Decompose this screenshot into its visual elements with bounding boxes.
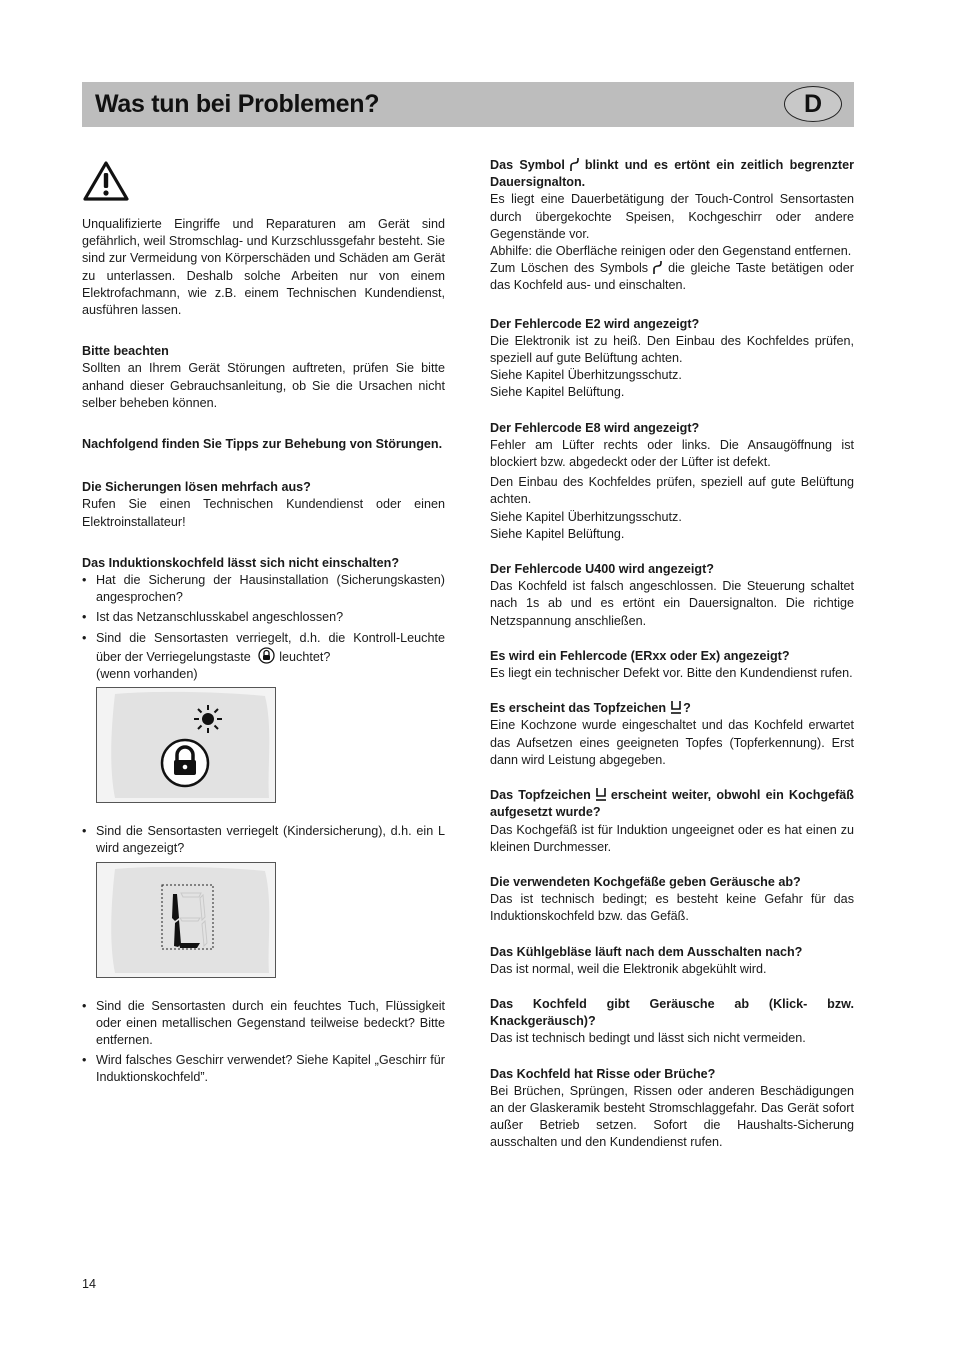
e2-text-3: Siehe Kapitel Belüftung. <box>490 385 625 400</box>
lock-indicator-illustration <box>96 687 276 803</box>
warning-section <box>82 216 445 319</box>
einschalten-list <box>82 572 445 683</box>
lock-icon <box>258 647 275 664</box>
symbol-text-3: Zum Löschen des Symbols die gleiche Taste betätigen oder das Kochfeld aus- und einschalten. <box>490 261 854 293</box>
klick-heading: Das Kochfeld gibt Geräusche ab (Klick- bzw. Knackgeräusch)? <box>490 996 854 1029</box>
geraeusch-text: Das ist technisch bedingt; es besteht keine Gefahr für das Induktionskochfeld bzw. das Gefäß. <box>490 892 854 924</box>
kuehl-heading: Das Kühlgebläse läuft nach dem Ausschalten nach? <box>490 944 803 959</box>
pot-symbol-icon <box>670 700 682 715</box>
page-title: Was tun bei Problemen? <box>95 90 380 118</box>
lock-button-icon <box>162 740 208 786</box>
list-item <box>82 630 445 684</box>
symbol-text-1: Es liegt eine Dauerbetätigung der Touch-Control Sensortasten durch übergekochte Speisen, Kochgeschirr oder andere Gegenstände vor. <box>490 192 854 241</box>
left-column <box>82 160 445 1105</box>
beachten-section <box>82 343 445 412</box>
sensor-symbol-icon <box>569 157 581 172</box>
pot-symbol-icon <box>595 787 607 802</box>
bullet3-text-c: (wenn vorhanden) <box>96 667 198 682</box>
list-item: • Ist das Netzanschlusskabel angeschlossen? <box>82 609 445 626</box>
child-lock-display-illustration <box>96 862 276 978</box>
einschalten-section <box>82 555 445 1087</box>
e8-text-1: Fehler am Lüfter rechts oder links. Die Ansaugöffnung ist blockiert bzw. abgedeckt oder der Lüfter ist defekt. <box>490 437 854 470</box>
sicherung-section <box>82 479 445 531</box>
warning-triangle-icon <box>82 160 130 202</box>
page-header <box>82 82 854 127</box>
klick-section <box>490 996 854 1048</box>
list-item: • Sind die Sensortasten durch ein feuchtes Tuch, Flüssigkeit oder einen metallischen Gegenstand teilweise bedeckt? Bitte entfernen. <box>82 998 445 1050</box>
beachten-text: Sollten an Ihrem Gerät Störungen auftreten, prüfen Sie bitte anhand dieser Gebrauchsanleitung, ob Sie die Ursachen nicht selber beheben können. <box>82 361 445 410</box>
einschalten-heading: Das Induktionskochfeld lässt sich nicht einschalten? <box>82 555 400 570</box>
right-column <box>490 157 854 1170</box>
e8-text-3: Siehe Kapitel Überhitzungsschutz. <box>490 509 682 524</box>
sensor-symbol-icon <box>652 260 664 275</box>
einschalten-list-2 <box>82 823 445 857</box>
topf-text: Eine Kochzone wurde eingeschaltet und das Kochfeld erwartet das Aufsetzen eines geeigneten Topfes (Topferkennung). Erst dann wird Leistung abgegeben. <box>490 718 854 767</box>
einschalten-list-3 <box>82 998 445 1087</box>
e2-text-1: Die Elektronik ist zu heiß. Den Einbau des Kochfeldes prüfen, speziell auf gute Belüftung achten. <box>490 333 854 366</box>
topf2-heading: Das Topfzeichen erscheint weiter, obwohl ein Kochgefäß aufgesetzt wurde? <box>490 788 855 820</box>
topf2-section <box>490 787 854 856</box>
erxx-section <box>490 648 854 682</box>
sicherung-heading: Die Sicherungen lösen mehrfach aus? <box>82 480 311 495</box>
u400-section <box>490 561 854 630</box>
sun-icon <box>194 705 222 733</box>
symbol-section <box>490 157 854 295</box>
geraeusch-section <box>490 874 854 926</box>
erxx-text: Es liegt ein technischer Defekt vor. Bitte den Kundendienst rufen. <box>490 666 853 681</box>
list-item: • Sind die Sensortasten verriegelt (Kindersicherung), d.h. ein L wird angezeigt? <box>82 823 445 857</box>
e2-section <box>490 316 854 402</box>
tipps-section <box>82 436 445 453</box>
symbol-text-2: Abhilfe: die Oberfläche reinigen oder den Gegenstand entfernen. <box>490 244 852 259</box>
bullet3-text-a: Sind die Sensortasten verriegelt, d.h. die Kontroll-Leuchte über der Verriegelungstaste <box>96 630 445 664</box>
risse-text: Bei Brüchen, Sprüngen, Rissen oder anderen Beschädigungen an der Glaskeramik besteht Stromschlaggefahr. Das Gerät sofort außer Betrieb setzen. Sofort die Haushalts-Sicherung ausschalten und den Kundendienst rufen. <box>490 1083 854 1150</box>
symbol-heading: Das Symbol blinkt und es ertönt ein zeitlich begrenzter Dauersignalton. <box>490 158 855 190</box>
warning-text: Unqualifizierte Eingriffe und Reparaturen am Gerät sind gefährlich, weil Stromschlag- und Kurzschlussgefahr besteht. Sie sind zur Vermeidung von Körperschäden und Schäden am Gerät zu unterlassen. Deshalb solche Arbeiten nur von einem Elektrofachmann, wie z.B. einem Technischen Kundendienst, ausführen lassen. <box>82 217 445 318</box>
e8-text-4: Siehe Kapitel Belüftung. <box>490 526 625 541</box>
bullet3-text-b: leuchtet? <box>279 649 331 664</box>
page-number: 14 <box>82 1277 97 1291</box>
erxx-heading: Es wird ein Fehlercode (ERxx oder Ex) angezeigt? <box>490 648 790 663</box>
u400-text: Das Kochfeld ist falsch angeschlossen. Die Steuerung schaltet nach 1s ab und es ertönt ein Dauersignalton. Die richtige Netzspannung anschließen. <box>490 579 854 628</box>
topf2-text: Das Kochgefäß ist für Induktion ungeeignet oder es hat einen zu kleinen Durchmesser. <box>490 822 854 854</box>
klick-text: Das ist technisch bedingt und lässt sich nicht vermeiden. <box>490 1031 806 1046</box>
e2-text-2: Siehe Kapitel Überhitzungsschutz. <box>490 368 682 383</box>
risse-section <box>490 1066 854 1152</box>
beachten-heading: Bitte beachten <box>82 344 169 359</box>
kuehl-section <box>490 944 854 978</box>
e2-heading: Der Fehlercode E2 wird angezeigt? <box>490 316 700 331</box>
list-item: • Hat die Sicherung der Hausinstallation (Sicherungskasten) angesprochen? <box>82 572 445 606</box>
geraeusch-heading: Die verwendeten Kochgefäße geben Geräusche ab? <box>490 874 801 889</box>
sicherung-text: Rufen Sie einen Technischen Kundendienst oder einen Elektroinstallateur! <box>82 497 445 529</box>
tipps-heading: Nachfolgend finden Sie Tipps zur Behebung von Störungen. <box>82 437 443 452</box>
topf-section <box>490 700 854 769</box>
kuehl-text: Das ist normal, weil die Elektronik abgekühlt wird. <box>490 961 767 976</box>
e8-heading: Der Fehlercode E8 wird angezeigt? <box>490 420 700 435</box>
e8-text-2: Den Einbau des Kochfeldes prüfen, speziell auf gute Belüftung achten. <box>490 475 854 507</box>
e8-section <box>490 420 854 543</box>
topf-heading: Es erscheint das Topfzeichen ? <box>490 701 691 716</box>
u400-heading: Der Fehlercode U400 wird angezeigt? <box>490 562 714 577</box>
risse-heading: Das Kochfeld hat Risse oder Brüche? <box>490 1066 716 1081</box>
language-badge: D <box>784 86 842 122</box>
list-item: • Wird falsches Geschirr verwendet? Siehe Kapitel „Geschirr für Induktionskochfeld”. <box>82 1052 445 1086</box>
